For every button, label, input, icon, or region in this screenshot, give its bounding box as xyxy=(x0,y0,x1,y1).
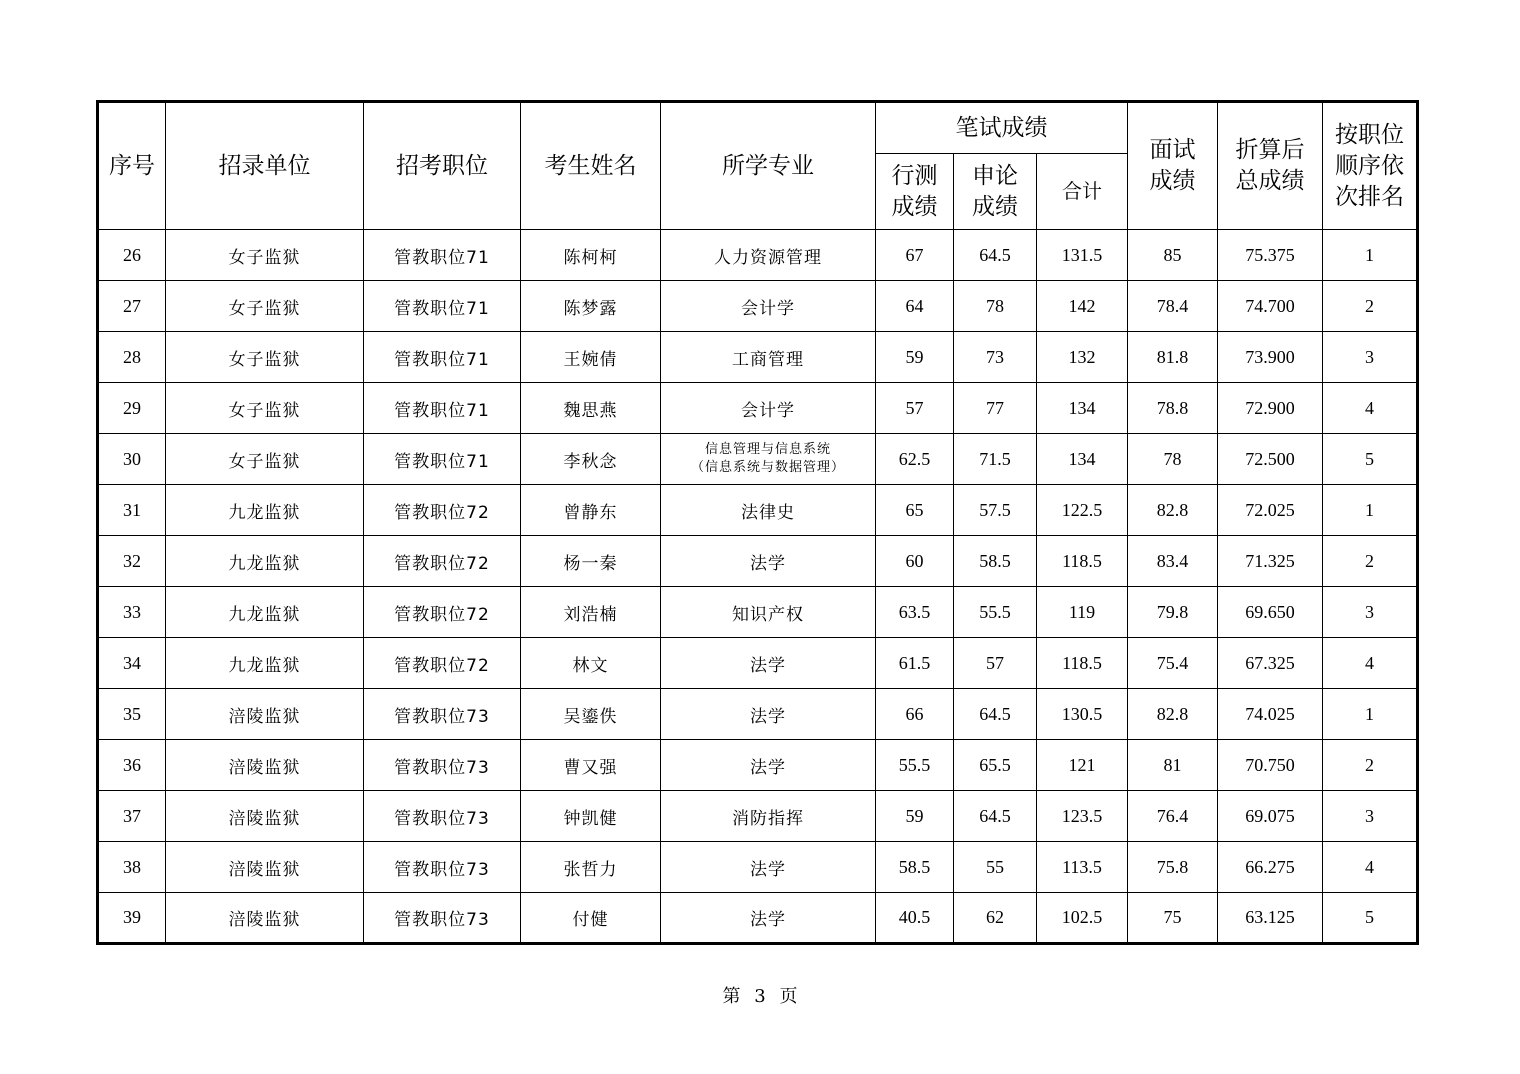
cell-shenlun: 55.5 xyxy=(954,587,1037,638)
cell-seq: 28 xyxy=(98,332,166,383)
cell-rank: 1 xyxy=(1323,485,1418,536)
header-rank-line3: 次排名 xyxy=(1335,183,1404,210)
cell-rank: 3 xyxy=(1323,587,1418,638)
cell-unit: 女子监狱 xyxy=(166,332,364,383)
header-unit: 招录单位 xyxy=(166,102,364,230)
cell-position: 管教职位73 xyxy=(364,791,521,842)
cell-unit: 涪陵监狱 xyxy=(166,740,364,791)
cell-major: 法学 xyxy=(661,842,876,893)
cell-name: 曹又强 xyxy=(521,740,661,791)
cell-xingce: 61.5 xyxy=(876,638,954,689)
cell-seq: 39 xyxy=(98,893,166,944)
cell-unit: 涪陵监狱 xyxy=(166,689,364,740)
cell-name: 付健 xyxy=(521,893,661,944)
cell-final: 69.075 xyxy=(1218,791,1323,842)
header-interview-line1: 面试 xyxy=(1149,137,1196,163)
cell-name: 刘浩楠 xyxy=(521,587,661,638)
table-row xyxy=(98,434,1418,485)
cell-major: 知识产权 xyxy=(661,587,876,638)
cell-rank: 5 xyxy=(1323,434,1418,485)
cell-position: 管教职位72 xyxy=(364,485,521,536)
cell-shenlun: 64.5 xyxy=(954,791,1037,842)
cell-position: 管教职位71 xyxy=(364,332,521,383)
footer-page-number: 3 xyxy=(754,986,766,1007)
cell-major: 法律史 xyxy=(661,485,876,536)
cell-shenlun: 64.5 xyxy=(954,230,1037,281)
table-row xyxy=(98,638,1418,689)
cell-final: 69.650 xyxy=(1218,587,1323,638)
score-sheet xyxy=(96,100,1416,945)
cell-final: 74.025 xyxy=(1218,689,1323,740)
header-seq: 序号 xyxy=(98,102,166,230)
header-xingce-line2: 成绩 xyxy=(891,193,938,220)
cell-rank: 4 xyxy=(1323,842,1418,893)
cell-unit: 九龙监狱 xyxy=(166,485,364,536)
cell-major: 法学 xyxy=(661,893,876,944)
cell-major-line2: （信息系统与数据管理） xyxy=(690,460,845,475)
cell-position: 管教职位71 xyxy=(364,230,521,281)
cell-shenlun: 64.5 xyxy=(954,689,1037,740)
cell-final: 72.025 xyxy=(1218,485,1323,536)
cell-total: 118.5 xyxy=(1037,536,1128,587)
cell-unit: 九龙监狱 xyxy=(166,638,364,689)
cell-xingce: 67 xyxy=(876,230,954,281)
header-final-line2: 总成绩 xyxy=(1235,168,1305,194)
cell-shenlun: 78 xyxy=(954,281,1037,332)
cell-name: 陈梦露 xyxy=(521,281,661,332)
cell-final: 70.750 xyxy=(1218,740,1323,791)
cell-final: 74.700 xyxy=(1218,281,1323,332)
table-row xyxy=(98,893,1418,944)
cell-shenlun: 65.5 xyxy=(954,740,1037,791)
cell-position: 管教职位71 xyxy=(364,434,521,485)
header-rank-line1: 按职位 xyxy=(1335,121,1404,148)
cell-major: 法学 xyxy=(661,689,876,740)
cell-final: 66.275 xyxy=(1218,842,1323,893)
header-major: 所学专业 xyxy=(661,102,876,230)
cell-final: 75.375 xyxy=(1218,230,1323,281)
cell-position: 管教职位73 xyxy=(364,893,521,944)
cell-xingce: 62.5 xyxy=(876,434,954,485)
cell-final: 71.325 xyxy=(1218,536,1323,587)
cell-xingce: 58.5 xyxy=(876,842,954,893)
cell-shenlun: 77 xyxy=(954,383,1037,434)
cell-shenlun: 55 xyxy=(954,842,1037,893)
cell-interview: 83.4 xyxy=(1128,536,1218,587)
cell-unit: 女子监狱 xyxy=(166,281,364,332)
cell-unit: 涪陵监狱 xyxy=(166,791,364,842)
cell-rank: 4 xyxy=(1323,638,1418,689)
table-header xyxy=(98,102,1418,230)
cell-seq: 26 xyxy=(98,230,166,281)
cell-xingce: 66 xyxy=(876,689,954,740)
cell-seq: 35 xyxy=(98,689,166,740)
cell-seq: 32 xyxy=(98,536,166,587)
cell-rank: 3 xyxy=(1323,332,1418,383)
header-position: 招考职位 xyxy=(364,102,521,230)
cell-seq: 33 xyxy=(98,587,166,638)
cell-major: 法学 xyxy=(661,536,876,587)
footer-suffix: 页 xyxy=(779,986,798,1007)
cell-total: 134 xyxy=(1037,434,1128,485)
cell-total: 121 xyxy=(1037,740,1128,791)
table-row xyxy=(98,230,1418,281)
cell-name: 魏思燕 xyxy=(521,383,661,434)
cell-xingce: 65 xyxy=(876,485,954,536)
cell-xingce: 59 xyxy=(876,332,954,383)
cell-final: 63.125 xyxy=(1218,893,1323,944)
cell-final: 67.325 xyxy=(1218,638,1323,689)
cell-unit: 女子监狱 xyxy=(166,230,364,281)
cell-total: 130.5 xyxy=(1037,689,1128,740)
cell-seq: 34 xyxy=(98,638,166,689)
table-row xyxy=(98,689,1418,740)
cell-major: 消防指挥 xyxy=(661,791,876,842)
cell-seq: 30 xyxy=(98,434,166,485)
cell-position: 管教职位73 xyxy=(364,842,521,893)
cell-total: 119 xyxy=(1037,587,1128,638)
cell-interview: 81 xyxy=(1128,740,1218,791)
header-interview-line2: 成绩 xyxy=(1149,168,1196,194)
table-row xyxy=(98,281,1418,332)
cell-xingce: 63.5 xyxy=(876,587,954,638)
table-row xyxy=(98,791,1418,842)
header-interview xyxy=(1128,102,1218,230)
cell-major: 人力资源管理 xyxy=(661,230,876,281)
table-row xyxy=(98,536,1418,587)
cell-interview: 79.8 xyxy=(1128,587,1218,638)
cell-rank: 1 xyxy=(1323,689,1418,740)
cell-name: 王婉倩 xyxy=(521,332,661,383)
footer-prefix: 第 xyxy=(722,986,741,1007)
cell-name: 李秋念 xyxy=(521,434,661,485)
cell-xingce: 60 xyxy=(876,536,954,587)
cell-seq: 36 xyxy=(98,740,166,791)
cell-shenlun: 58.5 xyxy=(954,536,1037,587)
cell-unit: 涪陵监狱 xyxy=(166,893,364,944)
cell-xingce: 40.5 xyxy=(876,893,954,944)
cell-interview: 82.8 xyxy=(1128,689,1218,740)
cell-position: 管教职位71 xyxy=(364,281,521,332)
cell-position: 管教职位72 xyxy=(364,638,521,689)
cell-rank: 5 xyxy=(1323,893,1418,944)
cell-major-line1: 信息管理与信息系统 xyxy=(704,442,831,457)
cell-seq: 27 xyxy=(98,281,166,332)
header-shenlun xyxy=(954,154,1037,230)
cell-final: 72.500 xyxy=(1218,434,1323,485)
cell-rank: 3 xyxy=(1323,791,1418,842)
cell-name: 杨一秦 xyxy=(521,536,661,587)
table-row xyxy=(98,332,1418,383)
cell-rank: 2 xyxy=(1323,740,1418,791)
header-shenlun-line2: 成绩 xyxy=(972,193,1018,220)
header-written-group: 笔试成绩 xyxy=(876,102,1128,154)
cell-rank: 1 xyxy=(1323,230,1418,281)
cell-name: 钟凯健 xyxy=(521,791,661,842)
cell-final: 72.900 xyxy=(1218,383,1323,434)
table-row xyxy=(98,842,1418,893)
cell-seq: 31 xyxy=(98,485,166,536)
header-name: 考生姓名 xyxy=(521,102,661,230)
cell-interview: 75.8 xyxy=(1128,842,1218,893)
header-final xyxy=(1218,102,1323,230)
cell-position: 管教职位72 xyxy=(364,536,521,587)
cell-xingce: 59 xyxy=(876,791,954,842)
cell-rank: 2 xyxy=(1323,281,1418,332)
cell-seq: 38 xyxy=(98,842,166,893)
cell-unit: 女子监狱 xyxy=(166,383,364,434)
cell-xingce: 57 xyxy=(876,383,954,434)
cell-total: 123.5 xyxy=(1037,791,1128,842)
table-row xyxy=(98,587,1418,638)
header-rank xyxy=(1323,102,1418,230)
cell-interview: 75 xyxy=(1128,893,1218,944)
cell-name: 林文 xyxy=(521,638,661,689)
cell-name: 陈柯柯 xyxy=(521,230,661,281)
cell-position: 管教职位71 xyxy=(364,383,521,434)
cell-total: 134 xyxy=(1037,383,1128,434)
cell-total: 122.5 xyxy=(1037,485,1128,536)
cell-major: 法学 xyxy=(661,638,876,689)
cell-seq: 37 xyxy=(98,791,166,842)
cell-total: 142 xyxy=(1037,281,1128,332)
cell-shenlun: 57 xyxy=(954,638,1037,689)
cell-shenlun: 71.5 xyxy=(954,434,1037,485)
cell-interview: 85 xyxy=(1128,230,1218,281)
cell-interview: 81.8 xyxy=(1128,332,1218,383)
page-footer xyxy=(0,982,1520,1008)
cell-position: 管教职位72 xyxy=(364,587,521,638)
cell-unit: 女子监狱 xyxy=(166,434,364,485)
header-final-line1: 折算后 xyxy=(1235,137,1305,163)
cell-xingce: 64 xyxy=(876,281,954,332)
cell-xingce: 55.5 xyxy=(876,740,954,791)
table-body xyxy=(98,230,1418,944)
cell-interview: 78.8 xyxy=(1128,383,1218,434)
cell-interview: 76.4 xyxy=(1128,791,1218,842)
header-xingce-line1: 行测 xyxy=(891,162,938,189)
cell-rank: 4 xyxy=(1323,383,1418,434)
cell-name: 张哲力 xyxy=(521,842,661,893)
cell-name: 吴鎏佚 xyxy=(521,689,661,740)
cell-interview: 78.4 xyxy=(1128,281,1218,332)
header-rank-line2: 顺序依 xyxy=(1335,152,1404,179)
cell-position: 管教职位73 xyxy=(364,689,521,740)
cell-name: 曾静东 xyxy=(521,485,661,536)
cell-major: 会计学 xyxy=(661,383,876,434)
cell-interview: 82.8 xyxy=(1128,485,1218,536)
cell-major: 会计学 xyxy=(661,281,876,332)
cell-total: 131.5 xyxy=(1037,230,1128,281)
cell-final: 73.900 xyxy=(1218,332,1323,383)
cell-total: 118.5 xyxy=(1037,638,1128,689)
cell-seq: 29 xyxy=(98,383,166,434)
cell-total: 132 xyxy=(1037,332,1128,383)
cell-interview: 78 xyxy=(1128,434,1218,485)
cell-major: 法学 xyxy=(661,740,876,791)
score-table xyxy=(96,100,1419,945)
cell-rank: 2 xyxy=(1323,536,1418,587)
cell-total: 113.5 xyxy=(1037,842,1128,893)
table-row xyxy=(98,740,1418,791)
cell-unit: 九龙监狱 xyxy=(166,536,364,587)
header-shenlun-line1: 申论 xyxy=(972,162,1018,189)
cell-unit: 涪陵监狱 xyxy=(166,842,364,893)
cell-shenlun: 73 xyxy=(954,332,1037,383)
header-total: 合计 xyxy=(1037,154,1128,230)
cell-total: 102.5 xyxy=(1037,893,1128,944)
table-row xyxy=(98,383,1418,434)
cell-shenlun: 57.5 xyxy=(954,485,1037,536)
cell-major xyxy=(661,434,876,485)
cell-shenlun: 62 xyxy=(954,893,1037,944)
table-row xyxy=(98,485,1418,536)
header-xingce xyxy=(876,154,954,230)
cell-position: 管教职位73 xyxy=(364,740,521,791)
cell-interview: 75.4 xyxy=(1128,638,1218,689)
cell-unit: 九龙监狱 xyxy=(166,587,364,638)
cell-major: 工商管理 xyxy=(661,332,876,383)
